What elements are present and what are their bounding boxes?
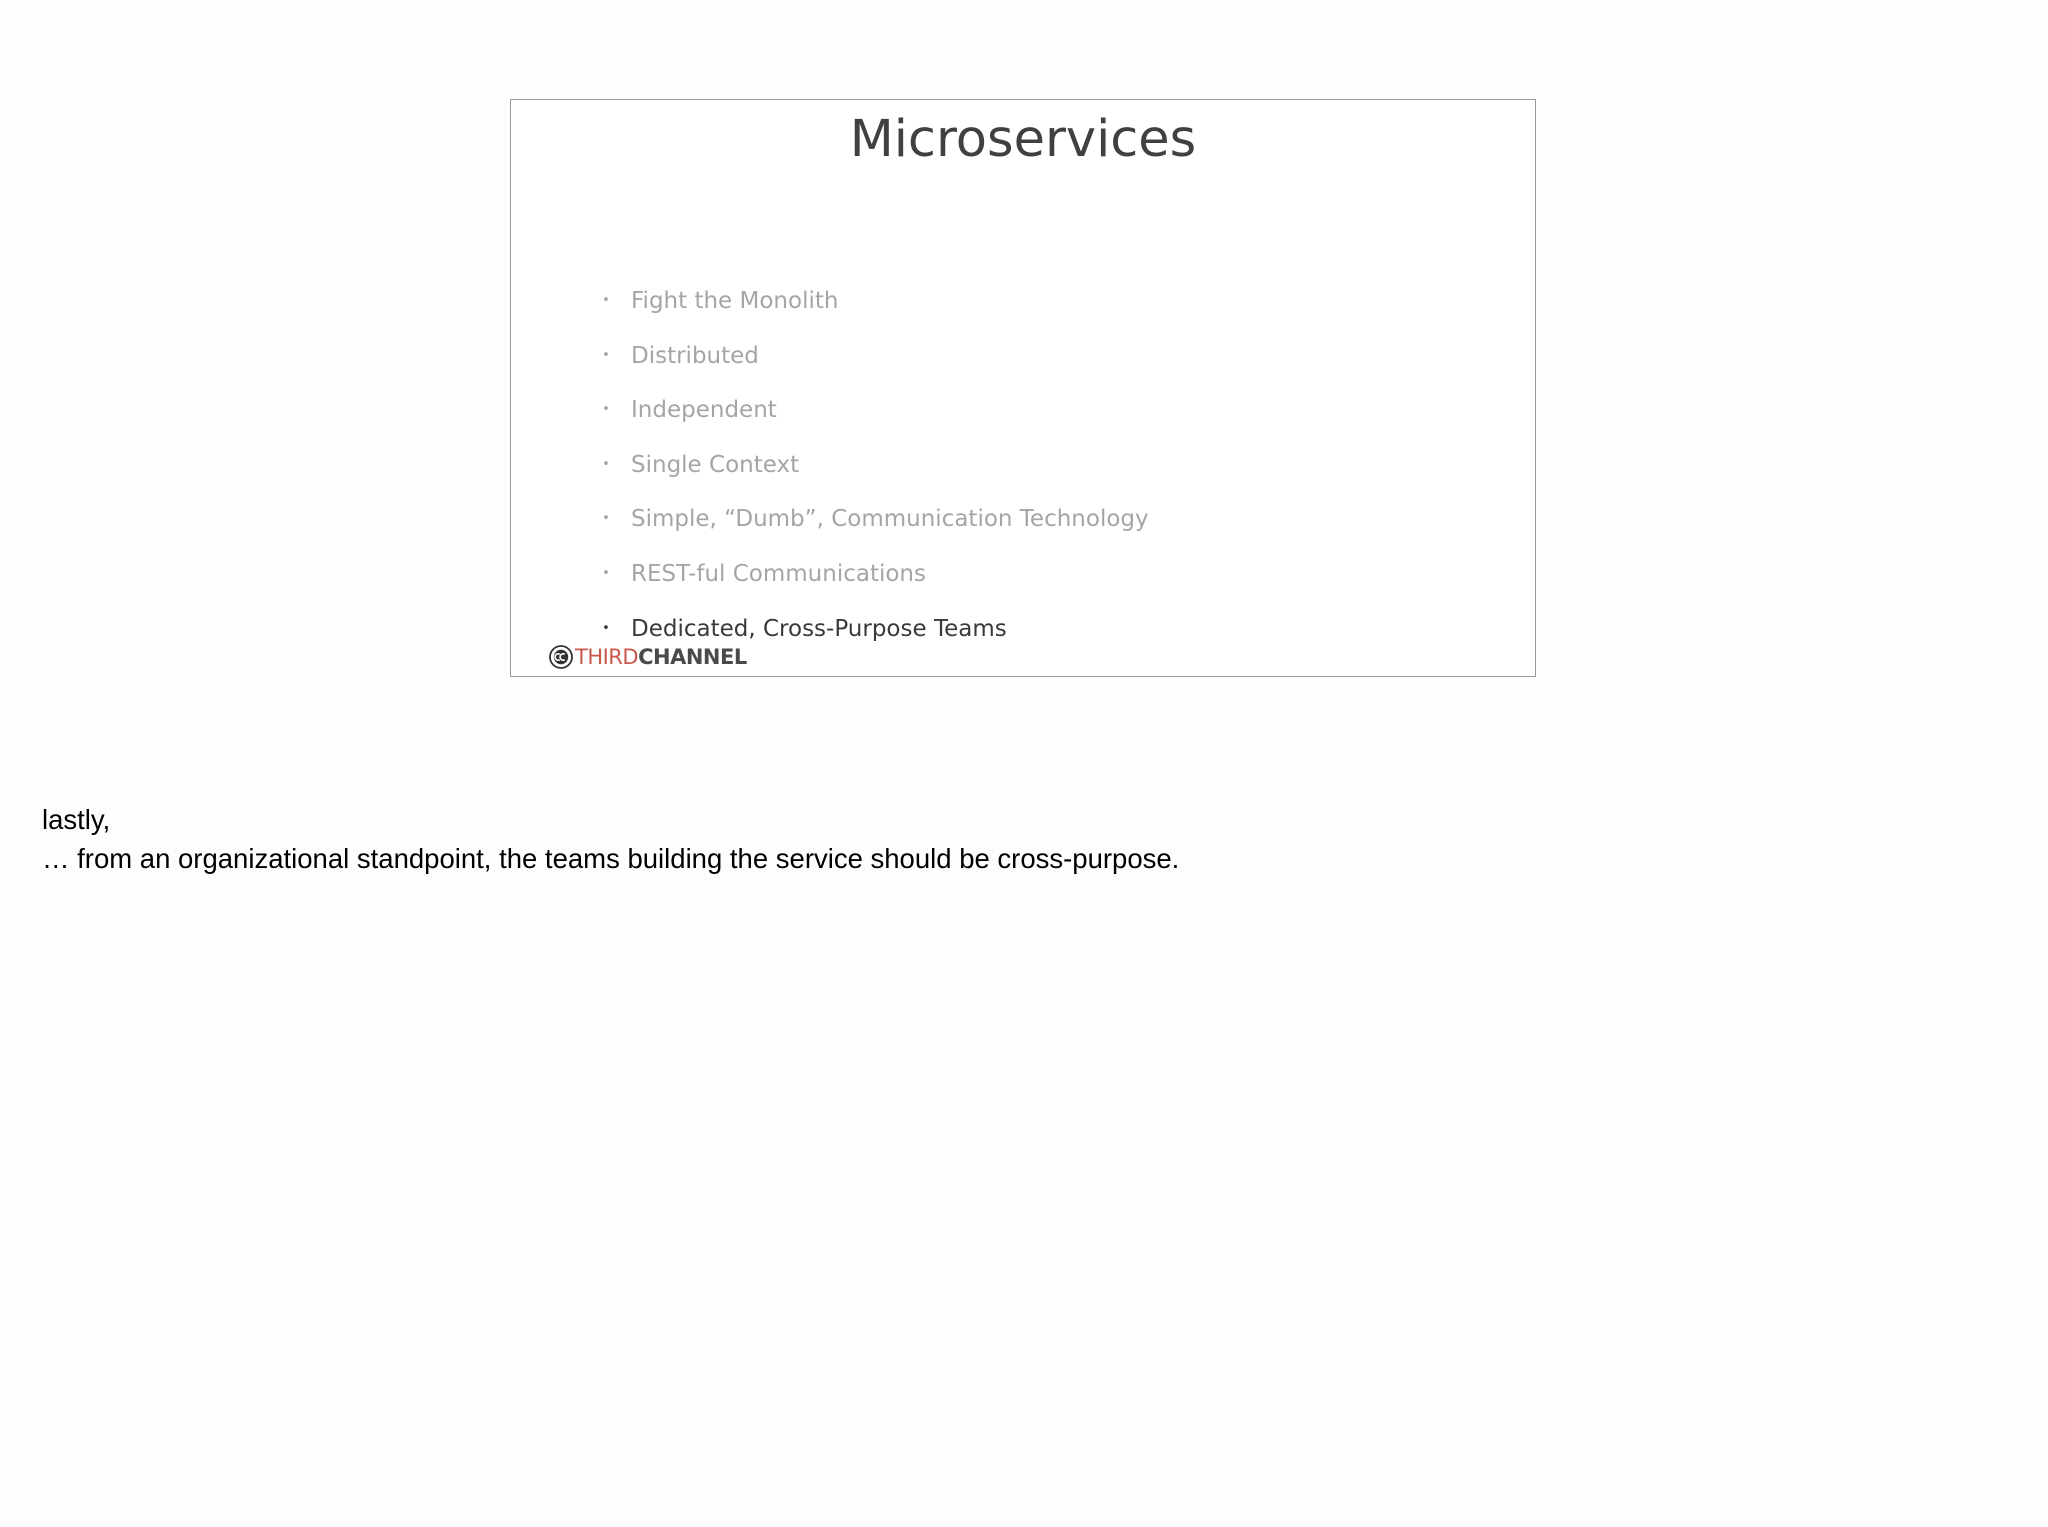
bullet-dot-icon: • [602, 293, 610, 308]
bullet-label: Dedicated, Cross-Purpose Teams [631, 615, 1007, 642]
bullet-label: Single Context [631, 451, 800, 478]
logo-text-channel: CHANNEL [638, 645, 747, 669]
bullet-label: REST-ful Communications [631, 560, 926, 587]
bullet-label: Distributed [631, 342, 759, 369]
slide-thumbnail [510, 99, 1536, 677]
bullet-item [599, 383, 1149, 438]
bullet-list [599, 274, 1149, 656]
bullet-item [599, 438, 1149, 493]
notes-line: lastly, [42, 804, 111, 835]
bullet-label: Simple, “Dumb”, Communication Technology [631, 506, 1149, 533]
bullet-label: Fight the Monolith [631, 288, 839, 314]
bullet-item [599, 274, 1149, 329]
bullet-dot-icon: • [602, 565, 610, 581]
bullet-dot-icon: • [602, 347, 610, 363]
bullet-dot-icon: • [602, 511, 610, 527]
thirdchannel-logo [549, 642, 747, 672]
bullet-item [599, 547, 1149, 602]
bullet-dot-icon: • [602, 620, 610, 636]
bullet-item [599, 329, 1149, 384]
bullet-item [599, 492, 1149, 547]
slide-title: Microservices [849, 110, 1197, 169]
bullet-dot-icon: • [602, 456, 610, 472]
speaker-notes [42, 800, 1179, 878]
logo-text-third: THIRD [575, 645, 639, 669]
thirdchannel-logo-icon [549, 645, 573, 669]
bullet-label: Independent [631, 397, 777, 424]
notes-line: … from an organizational standpoint, the teams building the service should be cross-purpose. [42, 843, 1180, 874]
bullet-dot-icon: • [602, 402, 610, 418]
